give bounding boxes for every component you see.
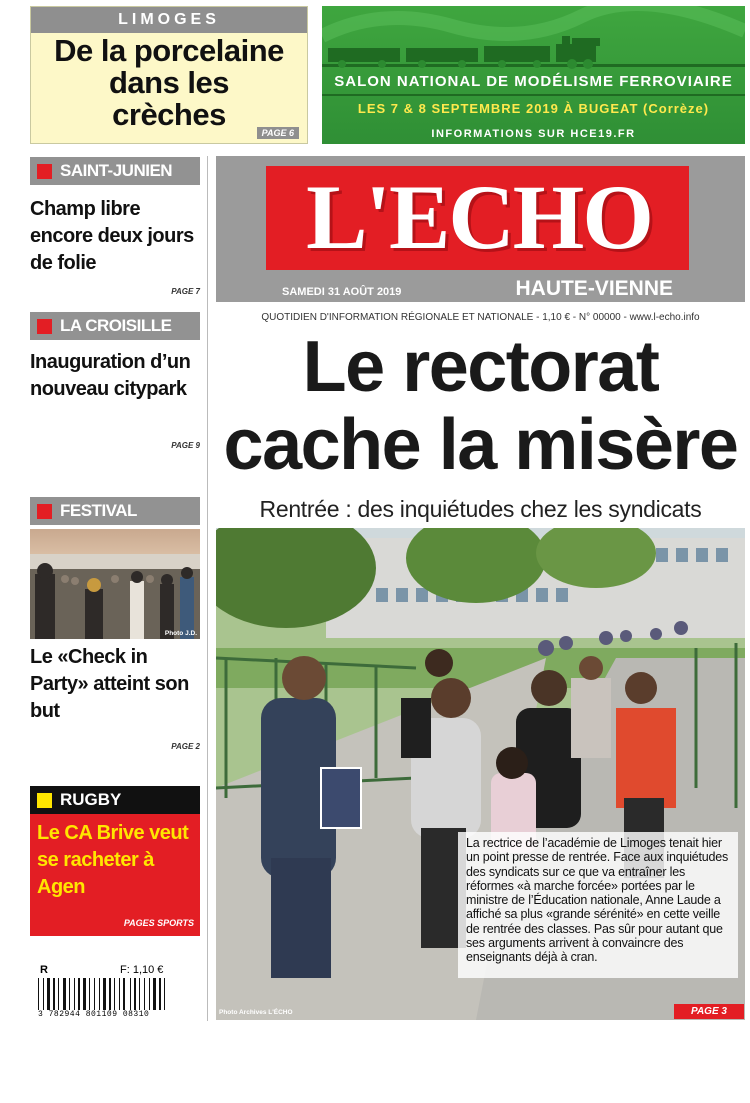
festival-photo-credit: Photo J.D. bbox=[164, 630, 197, 637]
red-square-icon bbox=[37, 504, 52, 519]
barcode-icon bbox=[38, 978, 168, 1010]
lead-page[interactable]: PAGE 3 bbox=[674, 1004, 744, 1019]
issue-date: SAMEDI 31 AOÛT 2019 bbox=[282, 286, 402, 298]
festival-crowd-image bbox=[30, 529, 200, 639]
section-label: RUGBY bbox=[60, 790, 122, 809]
section-label: FESTIVAL bbox=[60, 501, 137, 520]
rugby-page: PAGES SPORTS bbox=[123, 918, 194, 928]
rugby-box[interactable] bbox=[30, 786, 200, 936]
red-square-icon bbox=[37, 164, 52, 179]
tagline: QUOTIDIEN D'INFORMATION RÉGIONALE ET NATIONALE - 1,10 € - N° 00000 - www.l-echo.info bbox=[261, 312, 700, 323]
lead-subheadline[interactable]: Rentrée : des inquiétudes chez les syndicats bbox=[259, 496, 702, 522]
sidebar-item-la-croisille[interactable] bbox=[30, 312, 200, 457]
teaser-limoges[interactable] bbox=[30, 6, 308, 144]
lead-photo-credit: Photo Archives L'ÉCHO bbox=[219, 1009, 293, 1016]
teaser-page: PAGE 6 bbox=[257, 127, 299, 139]
section-label: LA CROISILLE bbox=[60, 316, 172, 335]
newspaper-logo[interactable]: L'ECHO bbox=[306, 166, 652, 268]
sidebar-page: PAGE 9 bbox=[171, 441, 200, 450]
cover-price: F: 1,10 € bbox=[120, 964, 164, 976]
ad-line3[interactable]: INFORMATIONS SUR HCE19.FR bbox=[431, 128, 636, 140]
barcode-flag: R bbox=[40, 964, 48, 976]
teaser-kicker: LIMOGES bbox=[31, 7, 307, 33]
edition-region: HAUTE-VIENNE bbox=[515, 277, 673, 300]
section-bar bbox=[30, 497, 200, 525]
lead-caption: La rectrice de l’académie de Limoges tenait hier un point presse de rentrée. Face aux inquiétudes des syndicats sur ce que va entraîner les réformes «à marche forcée» portées par le ministre de l’Éducation nationale, Anne Laude a affiché sa plus «grande sérénité» en cette veille de rentrée des classes. Pas sûr pour autant que ses arguments arrivent à convaincre des enseignants déjà à cran. bbox=[458, 832, 738, 978]
lead-headline[interactable]: Le rectorat cache la misère bbox=[223, 327, 738, 485]
ad-line2: LES 7 & 8 SEPTEMBRE 2019 À BUGEAT (Corrèze) bbox=[357, 101, 710, 116]
sidebar-item-saint-junien[interactable] bbox=[30, 157, 200, 302]
section-bar bbox=[30, 312, 200, 340]
rugby-headline[interactable]: Le CA Brive veut se racheter à Agen bbox=[37, 822, 189, 898]
section-bar bbox=[30, 786, 200, 814]
sidebar-headline[interactable]: Inauguration d’un nouveau citypark bbox=[30, 351, 191, 400]
section-bar bbox=[30, 157, 200, 185]
section-label: SAINT-JUNIEN bbox=[60, 161, 173, 180]
festival-photo[interactable] bbox=[30, 529, 200, 639]
yellow-square-icon bbox=[37, 793, 52, 808]
sidebar-page: PAGE 7 bbox=[171, 287, 200, 296]
ad-line1: SALON NATIONAL DE MODÉLISME FERROVIAIRE bbox=[334, 73, 733, 90]
teaser-headline[interactable]: De la porcelaine dans les crèches bbox=[54, 33, 284, 132]
red-square-icon bbox=[37, 319, 52, 334]
barcode-number: 3 782944 801109 08310 bbox=[38, 1010, 150, 1019]
masthead bbox=[216, 156, 745, 302]
sidebar-headline[interactable]: Champ libre encore deux jours de folie bbox=[30, 198, 194, 274]
sidebar-headline[interactable]: Le «Check in Party» atteint son but bbox=[30, 646, 189, 722]
column-divider bbox=[207, 156, 208, 1021]
ad-banner[interactable] bbox=[322, 6, 745, 144]
sidebar-page: PAGE 2 bbox=[171, 742, 200, 751]
sidebar-item-festival[interactable] bbox=[30, 497, 200, 757]
